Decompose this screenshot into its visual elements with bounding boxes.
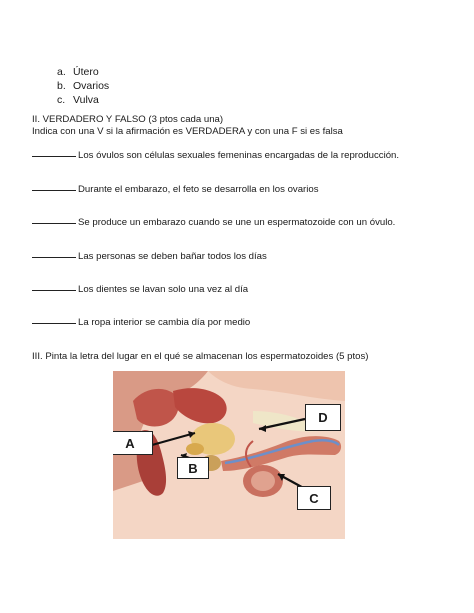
option-b xyxy=(57,80,109,92)
option-b-marker: b. xyxy=(57,80,66,92)
option-a-marker: a. xyxy=(57,66,66,78)
answer-blank-6[interactable] xyxy=(32,323,76,324)
testicle xyxy=(251,471,275,491)
option-c-text: Vulva xyxy=(73,94,99,106)
statement-5-text: Los dientes se lavan solo una vez al día xyxy=(78,284,249,295)
label-b[interactable] xyxy=(177,457,209,479)
anatomy-illustration xyxy=(113,371,345,539)
answer-blank-1[interactable] xyxy=(32,156,76,157)
section-2-instruction: Indica con una V si la afirmación es VERDADERA y con una F si es falsa xyxy=(32,126,343,137)
statement-2-text: Durante el embarazo, el feto se desarrolla en los ovarios xyxy=(78,184,319,195)
label-d-text: D xyxy=(318,410,328,425)
statement-2 xyxy=(32,184,319,195)
answer-blank-4[interactable] xyxy=(32,257,76,258)
answer-blank-2[interactable] xyxy=(32,190,76,191)
option-a xyxy=(57,66,99,78)
label-c[interactable] xyxy=(297,486,331,510)
statement-3-text: Se produce un embarazo cuando se une un espermatozoide con un óvulo. xyxy=(78,217,396,228)
anatomy-figure xyxy=(113,371,345,539)
label-a-text: A xyxy=(125,435,135,451)
statement-3 xyxy=(32,217,395,228)
seminal-vesicle xyxy=(186,443,204,455)
option-a-text: Útero xyxy=(73,66,99,78)
section-2-title: II. VERDADERO Y FALSO (3 ptos cada una) xyxy=(32,114,224,125)
option-c-marker: c. xyxy=(57,94,66,106)
statement-6-text: La ropa interior se cambia día por medio xyxy=(78,317,251,328)
label-b-text: B xyxy=(188,460,198,476)
statement-5 xyxy=(32,284,248,295)
label-d[interactable] xyxy=(305,404,341,431)
statement-4-text: Las personas se deben bañar todos los días xyxy=(78,251,267,262)
option-c xyxy=(57,94,99,106)
label-c-text: C xyxy=(309,490,319,506)
answer-blank-3[interactable] xyxy=(32,223,76,224)
statement-6 xyxy=(32,317,250,328)
answer-blank-5[interactable] xyxy=(32,290,76,291)
label-a[interactable] xyxy=(113,431,153,455)
statement-1 xyxy=(32,150,399,161)
section-3-title: III. Pinta la letra del lugar en el qué se almacenan los espermatozoides (5 ptos) xyxy=(32,351,369,362)
statement-4 xyxy=(32,251,267,262)
option-b-text: Ovarios xyxy=(73,80,110,92)
statement-1-text: Los óvulos son células sexuales femeninas encargadas de la reproducción. xyxy=(78,150,400,161)
